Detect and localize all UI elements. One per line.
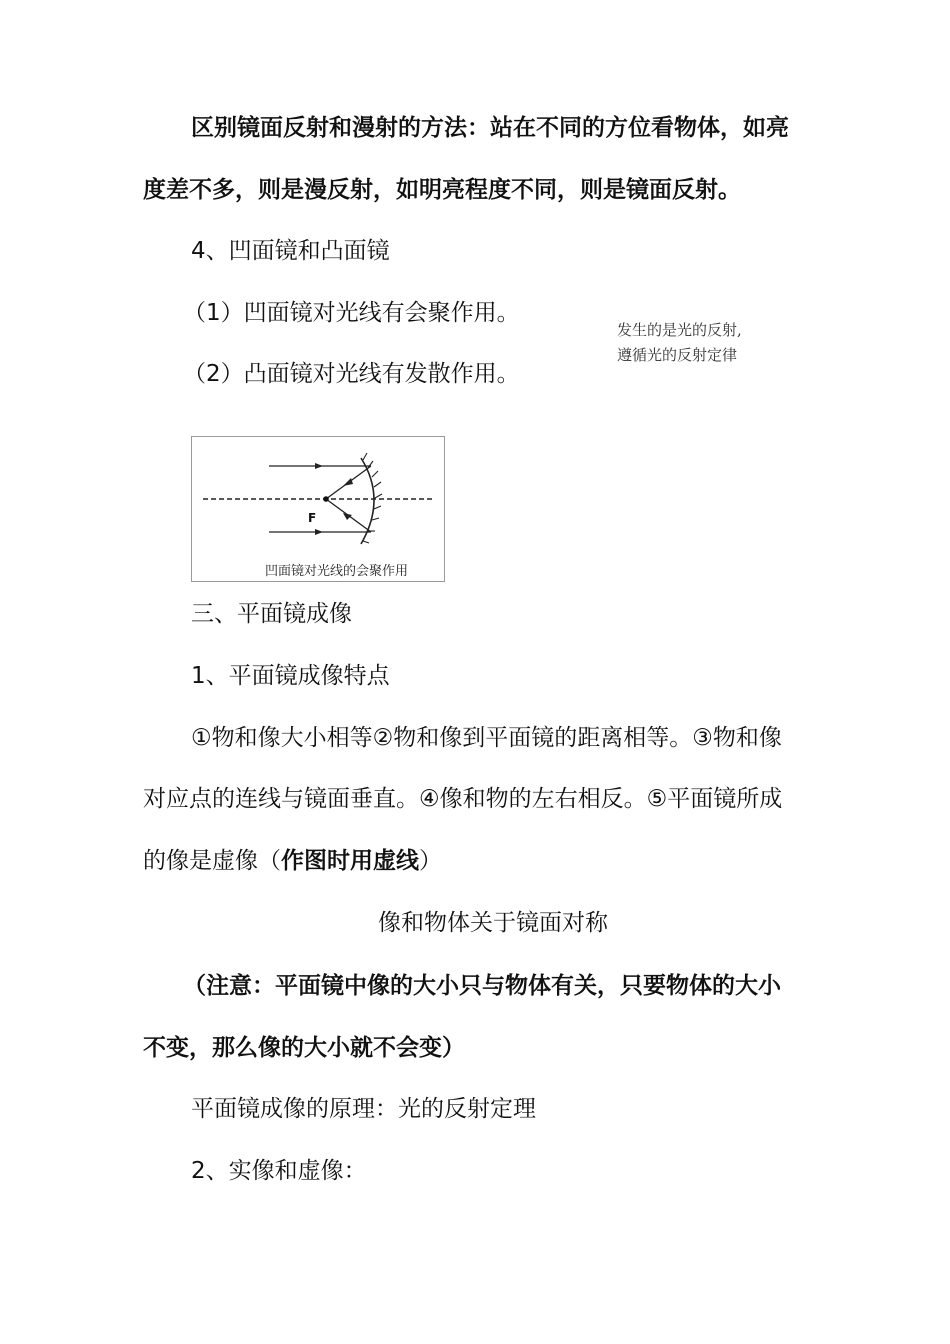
emphasis-text: 作图时用虚线 bbox=[281, 848, 419, 874]
note-line: 不变，那么像的大小就不会变） bbox=[143, 1035, 465, 1061]
text-run: ） bbox=[419, 848, 442, 874]
side-note-line: 遵循光的反射定律 bbox=[617, 346, 738, 364]
side-note-line: 发生的是光的反射, bbox=[617, 321, 742, 339]
concave-mirror-diagram bbox=[191, 436, 445, 582]
principle-line: 平面镜成像的原理：光的反射定理 bbox=[191, 1096, 536, 1122]
symmetry-statement: 像和物体关于镜面对称 bbox=[378, 910, 608, 936]
focus-point bbox=[323, 496, 329, 502]
side-note bbox=[617, 318, 787, 368]
focus-label: F bbox=[308, 511, 317, 525]
subheading: 2、实像和虚像： bbox=[191, 1158, 367, 1184]
paragraph-line: 对应点的连线与镜面垂直。④像和物的左右相反。⑤平面镜所成 bbox=[143, 786, 783, 812]
figure-border bbox=[192, 437, 445, 582]
paragraph-line bbox=[143, 846, 442, 876]
paragraph-line: ①物和像大小相等②物和像到平面镜的距离相等。③物和像 bbox=[191, 725, 782, 751]
subheading: 1、平面镜成像特点 bbox=[191, 663, 390, 689]
paragraph-line: 区别镜面反射和漫射的方法：站在不同的方位看物体，如亮 bbox=[191, 115, 789, 141]
paragraph-line: 度差不多，则是漫反射，如明亮程度不同，则是镜面反射。 bbox=[143, 177, 741, 203]
list-item: （2）凸面镜对光线有发散作用。 bbox=[183, 361, 520, 387]
concave-mirror-figure bbox=[191, 436, 445, 582]
note-line: （注意：平面镜中像的大小只与物体有关，只要物体的大小 bbox=[183, 973, 781, 999]
heading-concave-convex: 4、凹面镜和凸面镜 bbox=[191, 238, 390, 264]
section-heading: 三、平面镜成像 bbox=[191, 601, 352, 627]
figure-caption: 凹面镜对光线的会聚作用 bbox=[265, 564, 409, 579]
text-run: 的像是虚像（ bbox=[143, 848, 281, 874]
list-item: （1）凹面镜对光线有会聚作用。 bbox=[183, 300, 520, 326]
